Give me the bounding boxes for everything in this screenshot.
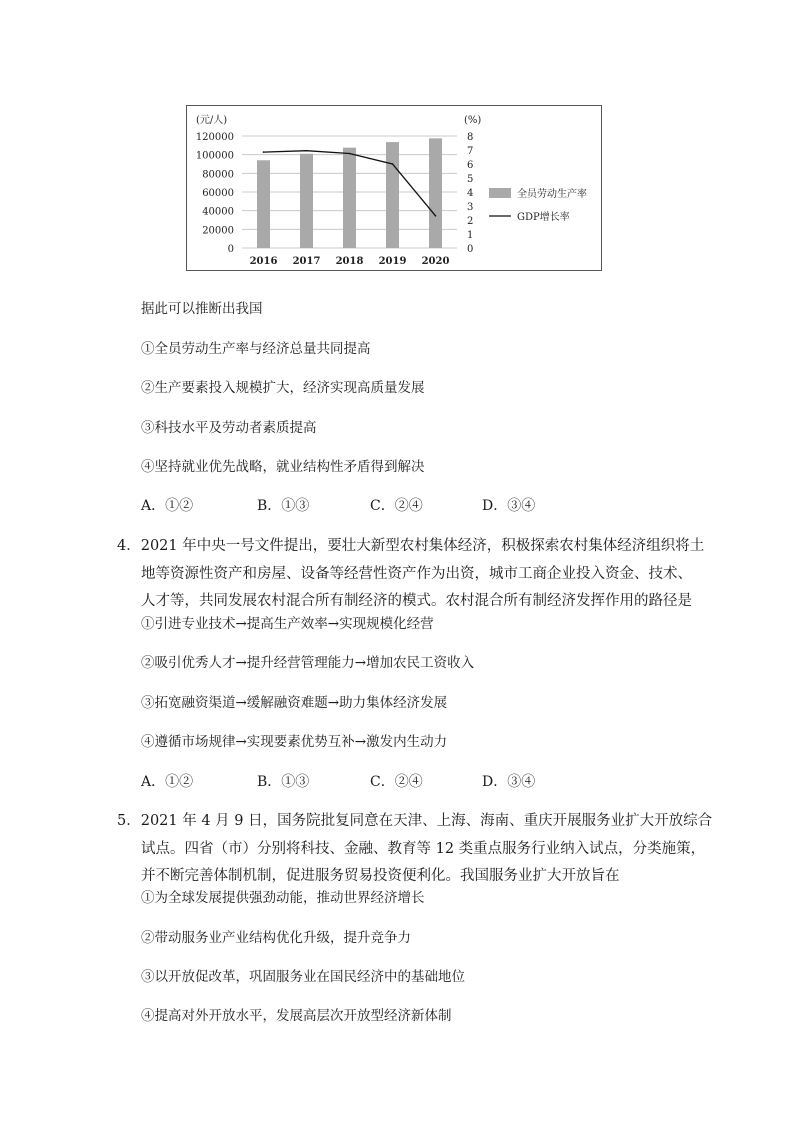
right-axis-unit: (%) xyxy=(464,115,482,126)
x-tick-label: 2018 xyxy=(335,256,364,267)
bar-2018 xyxy=(343,148,356,248)
legend-bar-swatch xyxy=(489,188,511,198)
q5-option-1: ①为全球发展提供强劲动能，推动世界经济增长 xyxy=(141,890,425,906)
q4-option-3: ③拓宽融资渠道→缓解融资难题→助力集体经济发展 xyxy=(141,695,448,711)
left-tick-label: 0 xyxy=(227,244,234,255)
gdp-point-2016 xyxy=(263,151,265,153)
q4-answer-d[interactable]: D．③④ xyxy=(482,774,536,790)
q4-option-1: ①引进专业技术→提高生产效率→实现规模化经营 xyxy=(141,616,434,632)
gdp-point-2018 xyxy=(349,153,351,155)
left-tick-label: 80000 xyxy=(202,169,234,181)
left-tick-label: 100000 xyxy=(195,150,234,162)
q5-stem-line-1: 5．2021 年 4 月 9 日，国务院批复同意在天津、上海、海南、重庆开展服务业扩大开放综合 xyxy=(117,813,713,829)
bar-2019 xyxy=(386,142,399,248)
q4-stem-line-1: 4．2021 年中央一号文件提出，要壮大新型农村集体经济，积极探索农村集体经济组织将土 xyxy=(117,538,705,554)
q3-stem: 据此可以推断出我国 xyxy=(141,301,263,317)
q4-answer-b[interactable]: B．①③ xyxy=(257,774,310,790)
q5-stem-line-2: 试点。四省（市）分别将科技、金融、教育等 12 类重点服务行业纳入试点，分类施策， xyxy=(141,841,706,857)
left-tick-label: 20000 xyxy=(202,225,234,237)
left-tick-label: 60000 xyxy=(202,188,234,199)
right-tick-label: 1 xyxy=(467,230,474,241)
q3-option-3: ③科技水平及劳动者素质提高 xyxy=(141,420,317,436)
q4-option-4: ④遵循市场规律→实现要素优势互补→激发内生动力 xyxy=(141,734,448,750)
legend-bar-label: 全员劳动生产率 xyxy=(517,189,587,200)
q3-answer-b[interactable]: B．①③ xyxy=(257,498,310,514)
q5-option-2: ②带动服务业产业结构优化升级，提升竞争力 xyxy=(141,930,411,946)
left-tick-label: 40000 xyxy=(202,206,234,218)
right-tick-label: 7 xyxy=(467,146,474,157)
q5-option-4: ④提高对外开放水平，发展高层次开放型经济新体制 xyxy=(141,1008,452,1024)
q4-option-2: ②吸引优秀人才→提升经营管理能力→增加农民工资收入 xyxy=(141,655,475,671)
right-tick-label: 4 xyxy=(467,188,474,199)
left-axis-unit: (元/人) xyxy=(196,115,228,126)
gdp-point-2020 xyxy=(435,215,437,217)
q4-answer-a[interactable]: A．①② xyxy=(141,774,194,790)
q3-option-4: ④坚持就业优先战略，就业结构性矛盾得到解决 xyxy=(141,459,425,475)
q3-answer-c[interactable]: C．②④ xyxy=(370,498,423,514)
right-tick-label: 6 xyxy=(467,160,474,171)
bar-2017 xyxy=(300,154,313,248)
legend-line-label: GDP增长率 xyxy=(517,212,570,223)
bar-2016 xyxy=(257,160,270,248)
q3-option-2: ②生产要素投入规模扩大，经济实现高质量发展 xyxy=(141,380,425,396)
right-tick-label: 5 xyxy=(467,174,474,185)
q3-answer-a[interactable]: A．①② xyxy=(141,498,194,514)
q4-stem-line-3: 人才等，共同发展农村混合所有制经济的模式。农村混合所有制经济发挥作用的路径是 xyxy=(141,593,692,609)
productivity-gdp-chart xyxy=(187,106,603,272)
q5-stem-line-3: 并不断完善体制机制，促进服务贸易投资便利化。我国服务业扩大开放旨在 xyxy=(141,868,620,884)
q5-option-3: ③以开放促改革，巩固服务业在国民经济中的基础地位 xyxy=(141,969,465,985)
q4-stem-line-2: 地等资源性资产和房屋、设备等经营性资产作为出资，城市工商企业投入资金、技术、 xyxy=(141,566,692,582)
x-tick-label: 2017 xyxy=(292,256,321,267)
q3-option-1: ①全员劳动生产率与经济总量共同提高 xyxy=(141,341,371,357)
right-tick-label: 0 xyxy=(467,244,474,255)
left-tick-label: 120000 xyxy=(195,132,234,143)
x-tick-label: 2019 xyxy=(378,256,407,267)
gdp-point-2017 xyxy=(306,150,308,152)
chart-container xyxy=(186,105,602,271)
bar-2020 xyxy=(429,138,442,248)
right-tick-label: 2 xyxy=(467,216,474,227)
q3-answer-d[interactable]: D．③④ xyxy=(482,498,536,514)
q4-answer-c[interactable]: C．②④ xyxy=(370,774,423,790)
right-tick-label: 3 xyxy=(467,202,474,213)
x-tick-label: 2020 xyxy=(421,256,450,267)
right-tick-label: 8 xyxy=(467,132,474,143)
x-tick-label: 2016 xyxy=(249,256,278,267)
gdp-point-2019 xyxy=(392,163,394,165)
